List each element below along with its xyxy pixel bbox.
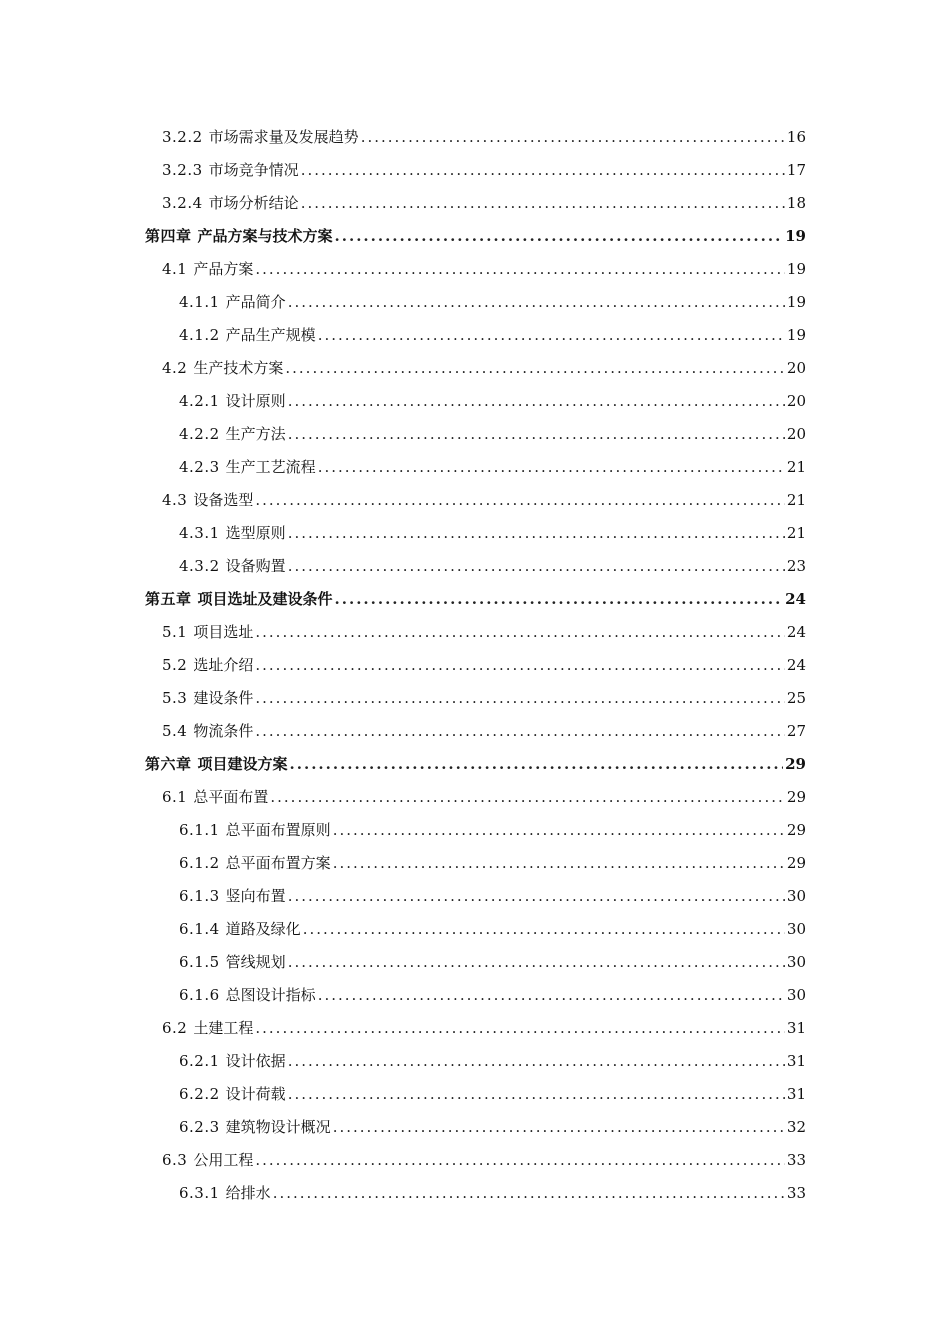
toc-dot-leader: [318, 979, 785, 1012]
toc-dot-leader: [285, 352, 785, 385]
toc-dot-leader: [255, 682, 785, 715]
toc-entry-number: 6.1.5: [179, 953, 220, 971]
toc-entry-level-3[interactable]: [0, 286, 950, 319]
toc-page-number: 24: [785, 590, 806, 608]
toc-dot-leader: [255, 484, 785, 517]
toc-entry-number: 6.1.3: [179, 887, 220, 905]
toc-entry-title: 竖向布置: [225, 887, 286, 905]
toc-entry-number: 第五章: [145, 590, 192, 608]
toc-entry-title: 建设条件: [193, 689, 254, 707]
toc-entry-level-3[interactable]: [0, 385, 950, 418]
toc-entry-title: 项目建设方案: [197, 755, 288, 773]
toc-dot-leader: [270, 781, 785, 814]
toc-page-number: 31: [786, 1052, 806, 1070]
toc-dot-leader: [303, 913, 785, 946]
toc-entry-number: 第四章: [145, 227, 192, 245]
toc-entry-level-2[interactable]: [0, 781, 950, 814]
toc-entry-number: 6.2: [162, 1019, 188, 1037]
toc-entry-level-2[interactable]: [0, 253, 950, 286]
toc-page-number: 19: [786, 260, 806, 278]
toc-entry-title: 项目选址及建设条件: [197, 590, 333, 608]
toc-entry-title: 建筑物设计概况: [225, 1118, 331, 1136]
toc-page-number: 21: [786, 524, 806, 542]
toc-entry-number: 6.1: [162, 788, 188, 806]
toc-page-number: 33: [786, 1151, 806, 1169]
toc-entry-number: 3.2.2: [162, 128, 203, 146]
toc-dot-leader: [301, 154, 785, 187]
toc-entry-level-3[interactable]: [0, 319, 950, 352]
toc-entry-level-3[interactable]: [0, 847, 950, 880]
toc-dot-leader: [288, 385, 785, 418]
toc-entry-level-3[interactable]: [0, 418, 950, 451]
toc-dot-leader: [288, 550, 785, 583]
toc-dot-leader: [335, 583, 784, 616]
toc-dot-leader: [333, 814, 785, 847]
toc-entry-level-3[interactable]: [0, 913, 950, 946]
toc-page-number: 33: [786, 1184, 806, 1202]
toc-page-number: 29: [786, 854, 806, 872]
toc-entry-number: 6.3: [162, 1151, 188, 1169]
toc-dot-leader: [255, 253, 785, 286]
toc-entry-level-3[interactable]: [0, 814, 950, 847]
toc-dot-leader: [255, 1144, 785, 1177]
toc-entry-number: 4.2.1: [179, 392, 220, 410]
toc-entry-title: 物流条件: [193, 722, 254, 740]
toc-page-number: 29: [785, 755, 806, 773]
toc-entry-number: 5.2: [162, 656, 188, 674]
toc-dot-leader: [318, 319, 785, 352]
toc-entry-level-2[interactable]: [0, 484, 950, 517]
toc-entry-number: 3.2.3: [162, 161, 203, 179]
toc-dot-leader: [333, 847, 785, 880]
toc-entry-title: 产品方案与技术方案: [197, 227, 333, 245]
toc-entry-number: 6.1.2: [179, 854, 220, 872]
toc-page-number: 19: [785, 227, 806, 245]
toc-entry-title: 市场竞争情况: [208, 161, 299, 179]
toc-entry-title: 设备选型: [193, 491, 254, 509]
toc-entry-title: 产品方案: [193, 260, 254, 278]
toc-entry-title: 产品简介: [225, 293, 286, 311]
toc-page-number: 27: [786, 722, 806, 740]
toc-page-number: 30: [786, 953, 806, 971]
toc-entry-level-2[interactable]: [0, 121, 950, 154]
toc-entry-number: 5.3: [162, 689, 188, 707]
toc-entry-level-3[interactable]: [0, 880, 950, 913]
toc-page-number: 23: [786, 557, 806, 575]
toc-entry-level-1[interactable]: [0, 748, 950, 781]
toc-page-number: 29: [786, 788, 806, 806]
toc-page-number: 18: [786, 194, 806, 212]
toc-entry-level-2[interactable]: [0, 154, 950, 187]
toc-entry-number: 4.3: [162, 491, 188, 509]
toc-entry-number: 3.2.4: [162, 194, 203, 212]
toc-entry-level-2[interactable]: [0, 187, 950, 220]
toc-page-number: 29: [786, 821, 806, 839]
toc-dot-leader: [288, 1045, 785, 1078]
toc-entry-level-3[interactable]: [0, 1111, 950, 1144]
toc-entry-level-1[interactable]: [0, 220, 950, 253]
toc-page-number: 19: [786, 326, 806, 344]
toc-entry-title: 选址介绍: [193, 656, 254, 674]
toc-entry-number: 4.1.1: [179, 293, 220, 311]
toc-entry-level-2[interactable]: [0, 1012, 950, 1045]
toc-entry-number: 4.3.1: [179, 524, 220, 542]
toc-page-number: 25: [786, 689, 806, 707]
toc-dot-leader: [335, 220, 784, 253]
toc-entry-level-3[interactable]: [0, 946, 950, 979]
toc-page-number: 16: [786, 128, 806, 146]
toc-entry-title: 道路及绿化: [225, 920, 301, 938]
toc-dot-leader: [288, 418, 785, 451]
toc-dot-leader: [361, 121, 785, 154]
toc-dot-leader: [273, 1177, 785, 1210]
toc-dot-leader: [333, 1111, 785, 1144]
toc-entry-number: 4.2.3: [179, 458, 220, 476]
toc-entry-level-3[interactable]: [0, 517, 950, 550]
toc-page-number: 19: [786, 293, 806, 311]
toc-page-number: 24: [786, 623, 806, 641]
toc-dot-leader: [255, 616, 785, 649]
toc-entry-title: 总平面布置: [193, 788, 269, 806]
toc-entry-title: 生产工艺流程: [225, 458, 316, 476]
toc-page-number: 20: [786, 359, 806, 377]
toc-entry-title: 产品生产规模: [225, 326, 316, 344]
toc-entry-title: 设计荷载: [225, 1085, 286, 1103]
toc-entry-title: 选型原则: [225, 524, 286, 542]
toc-entry-level-3[interactable]: [0, 550, 950, 583]
toc-entry-level-1[interactable]: [0, 583, 950, 616]
toc-entry-number: 5.1: [162, 623, 188, 641]
toc-entry-number: 6.2.1: [179, 1052, 220, 1070]
toc-dot-leader: [318, 451, 785, 484]
toc-entry-title: 项目选址: [193, 623, 254, 641]
toc-entry-level-3[interactable]: [0, 1045, 950, 1078]
toc-entry-title: 土建工程: [193, 1019, 254, 1037]
toc-entry-number: 6.1.4: [179, 920, 220, 938]
toc-entry-title: 设备购置: [225, 557, 286, 575]
toc-dot-leader: [288, 880, 785, 913]
toc-entry-number: 6.3.1: [179, 1184, 220, 1202]
toc-page-number: 20: [786, 392, 806, 410]
toc-page-number: 32: [786, 1118, 806, 1136]
toc-entry-number: 6.2.2: [179, 1085, 220, 1103]
toc-dot-leader: [288, 286, 785, 319]
toc-entry-level-2[interactable]: [0, 352, 950, 385]
toc-entry-number: 6.1.1: [179, 821, 220, 839]
toc-entry-level-2[interactable]: [0, 1144, 950, 1177]
toc-entry-title: 给排水: [225, 1184, 271, 1202]
toc-entry-title: 设计原则: [225, 392, 286, 410]
toc-entry-level-3[interactable]: [0, 451, 950, 484]
toc-entry-title: 设计依据: [225, 1052, 286, 1070]
toc-entry-level-2[interactable]: [0, 649, 950, 682]
toc-dot-leader: [288, 1078, 785, 1111]
toc-entry-level-3[interactable]: [0, 1078, 950, 1111]
table-of-contents: [0, 121, 950, 1210]
toc-dot-leader: [301, 187, 785, 220]
toc-page-number: 30: [786, 887, 806, 905]
toc-entry-level-2[interactable]: [0, 616, 950, 649]
toc-entry-number: 4.2.2: [179, 425, 220, 443]
toc-entry-number: 4.3.2: [179, 557, 220, 575]
toc-page-number: 21: [786, 491, 806, 509]
toc-entry-level-3[interactable]: [0, 1177, 950, 1210]
toc-entry-title: 管线规划: [225, 953, 286, 971]
toc-entry-title: 总图设计指标: [225, 986, 316, 1004]
toc-entry-level-3[interactable]: [0, 979, 950, 1012]
toc-entry-level-2[interactable]: [0, 682, 950, 715]
toc-dot-leader: [290, 748, 784, 781]
toc-page-number: 21: [786, 458, 806, 476]
toc-entry-title: 生产方法: [225, 425, 286, 443]
toc-entry-title: 总平面布置方案: [225, 854, 331, 872]
toc-entry-number: 4.2: [162, 359, 188, 377]
toc-page-number: 24: [786, 656, 806, 674]
toc-entry-number: 4.1: [162, 260, 188, 278]
toc-page-number: 20: [786, 425, 806, 443]
toc-dot-leader: [288, 946, 785, 979]
toc-page-number: 17: [786, 161, 806, 179]
toc-entry-level-2[interactable]: [0, 715, 950, 748]
toc-page-number: 30: [786, 986, 806, 1004]
toc-entry-number: 6.1.6: [179, 986, 220, 1004]
toc-page-number: 31: [786, 1019, 806, 1037]
toc-entry-title: 公用工程: [193, 1151, 254, 1169]
toc-entry-number: 5.4: [162, 722, 188, 740]
toc-entry-title: 市场分析结论: [208, 194, 299, 212]
toc-page-number: 31: [786, 1085, 806, 1103]
toc-entry-number: 4.1.2: [179, 326, 220, 344]
toc-dot-leader: [255, 649, 785, 682]
toc-entry-number: 第六章: [145, 755, 192, 773]
toc-dot-leader: [255, 715, 785, 748]
toc-entry-title: 市场需求量及发展趋势: [208, 128, 359, 146]
toc-page-number: 30: [786, 920, 806, 938]
toc-entry-title: 总平面布置原则: [225, 821, 331, 839]
toc-entry-title: 生产技术方案: [193, 359, 284, 377]
toc-dot-leader: [255, 1012, 785, 1045]
toc-entry-number: 6.2.3: [179, 1118, 220, 1136]
toc-dot-leader: [288, 517, 785, 550]
